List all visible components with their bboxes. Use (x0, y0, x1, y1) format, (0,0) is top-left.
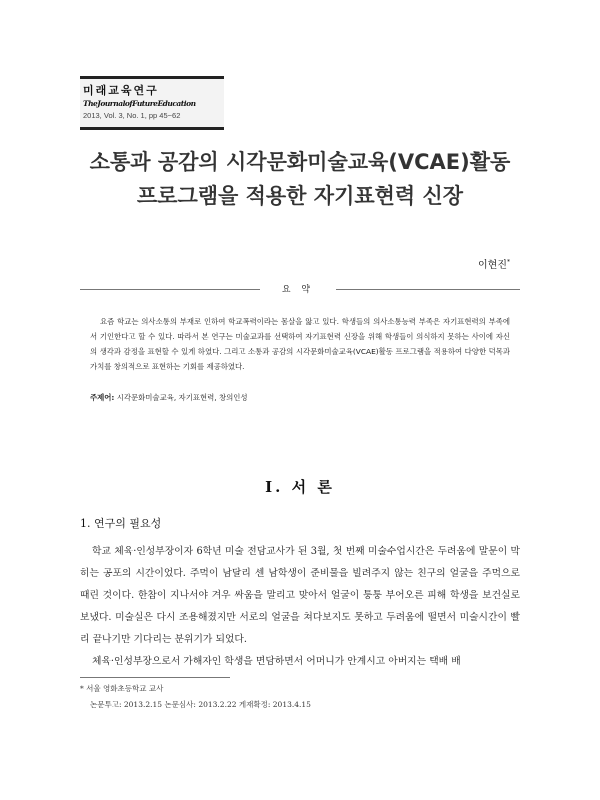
keywords-list: 시각문화미술교육, 자기표현력, 창의인성 (116, 393, 248, 402)
footnote-rule (80, 677, 230, 678)
keywords-label: 주제어: (90, 393, 115, 402)
body-paragraph-2: 체육·인성부장으로서 가해자인 학생을 면담하면서 어머니가 안계시고 아버지는 택배 배 (92, 656, 461, 667)
author (478, 256, 510, 271)
abstract-rule-right (336, 289, 520, 290)
subsection-heading: 1. 연구의 필요성 (80, 517, 162, 530)
journal-info-box (80, 76, 224, 130)
journal-name-en: TheJournalofFutureEducation (83, 99, 196, 108)
paper-title-line-1: 소통과 공감의 시각문화미술교육(VCAE)활동 (89, 150, 511, 174)
section-heading: Ⅰ. 서 론 (265, 478, 335, 496)
body-paragraph-1: 학교 체육·인성부장이자 6학년 미술 전담교사가 된 3월, 첫 번째 미술수업시간은 두려움에 말문이 막히는 공포의 시간이었다. 주먹이 남달리 센 남학생이 준비물을 빌려주지 않는 친구의 얼굴을 주먹으로 때린 것이다. 한참이 지나서야 겨우 싸움을 말리고 맞아서 얼굴이 퉁퉁 부어오른 피해 학생을 보건실로 보냈다. 미술실은 다시 조용해졌지만 서로의 얼굴을 쳐다보지도 못하고 두려움에 떨면서 미술시간이 빨리 끝나기만 기다리는 분위기가 되었다. (80, 546, 520, 645)
footnote-affiliation: * 서울 영화초등학교 교사 (80, 684, 164, 693)
author-footnote-mark: * (507, 258, 510, 266)
abstract-heading: 요 약 (281, 285, 315, 295)
abstract-rule-left (80, 289, 260, 290)
abstract-body: 요즘 학교는 의사소통의 부재로 인하여 학교폭력이라는 몸살을 앓고 있다. 학생들의 의사소통능력 부족은 자기표현력의 부족에서 기인한다고 할 수 있다. 따라서 본 연구는 미술교과를 선택하여 자기표현력 신장을 위해 학생들이 의식하지 못하는 사이에 자신의 생각과 감정을 표현할 수 있게 하였다. 그리고 소통과 공감의 시각문화미술교육(VCAE)활동 프로그램을 적용하여 다양한 덕목과 가치를 창의적으로 표현하는 기회를 제공하였다. (90, 317, 510, 371)
paper-title-line-2: 프로그램을 적용한 자기표현력 신장 (136, 184, 464, 208)
journal-name: 미래교육연구 (83, 84, 159, 97)
footnote-dates: 논문투고: 2013.2.15 논문심사: 2013.2.22 게재확정: 2013.4.15 (90, 700, 311, 709)
journal-volume-info: 2013, Vol. 3, No. 1, pp 45~62 (83, 111, 181, 120)
keywords (90, 392, 248, 403)
author-name: 이현진 (478, 260, 507, 271)
